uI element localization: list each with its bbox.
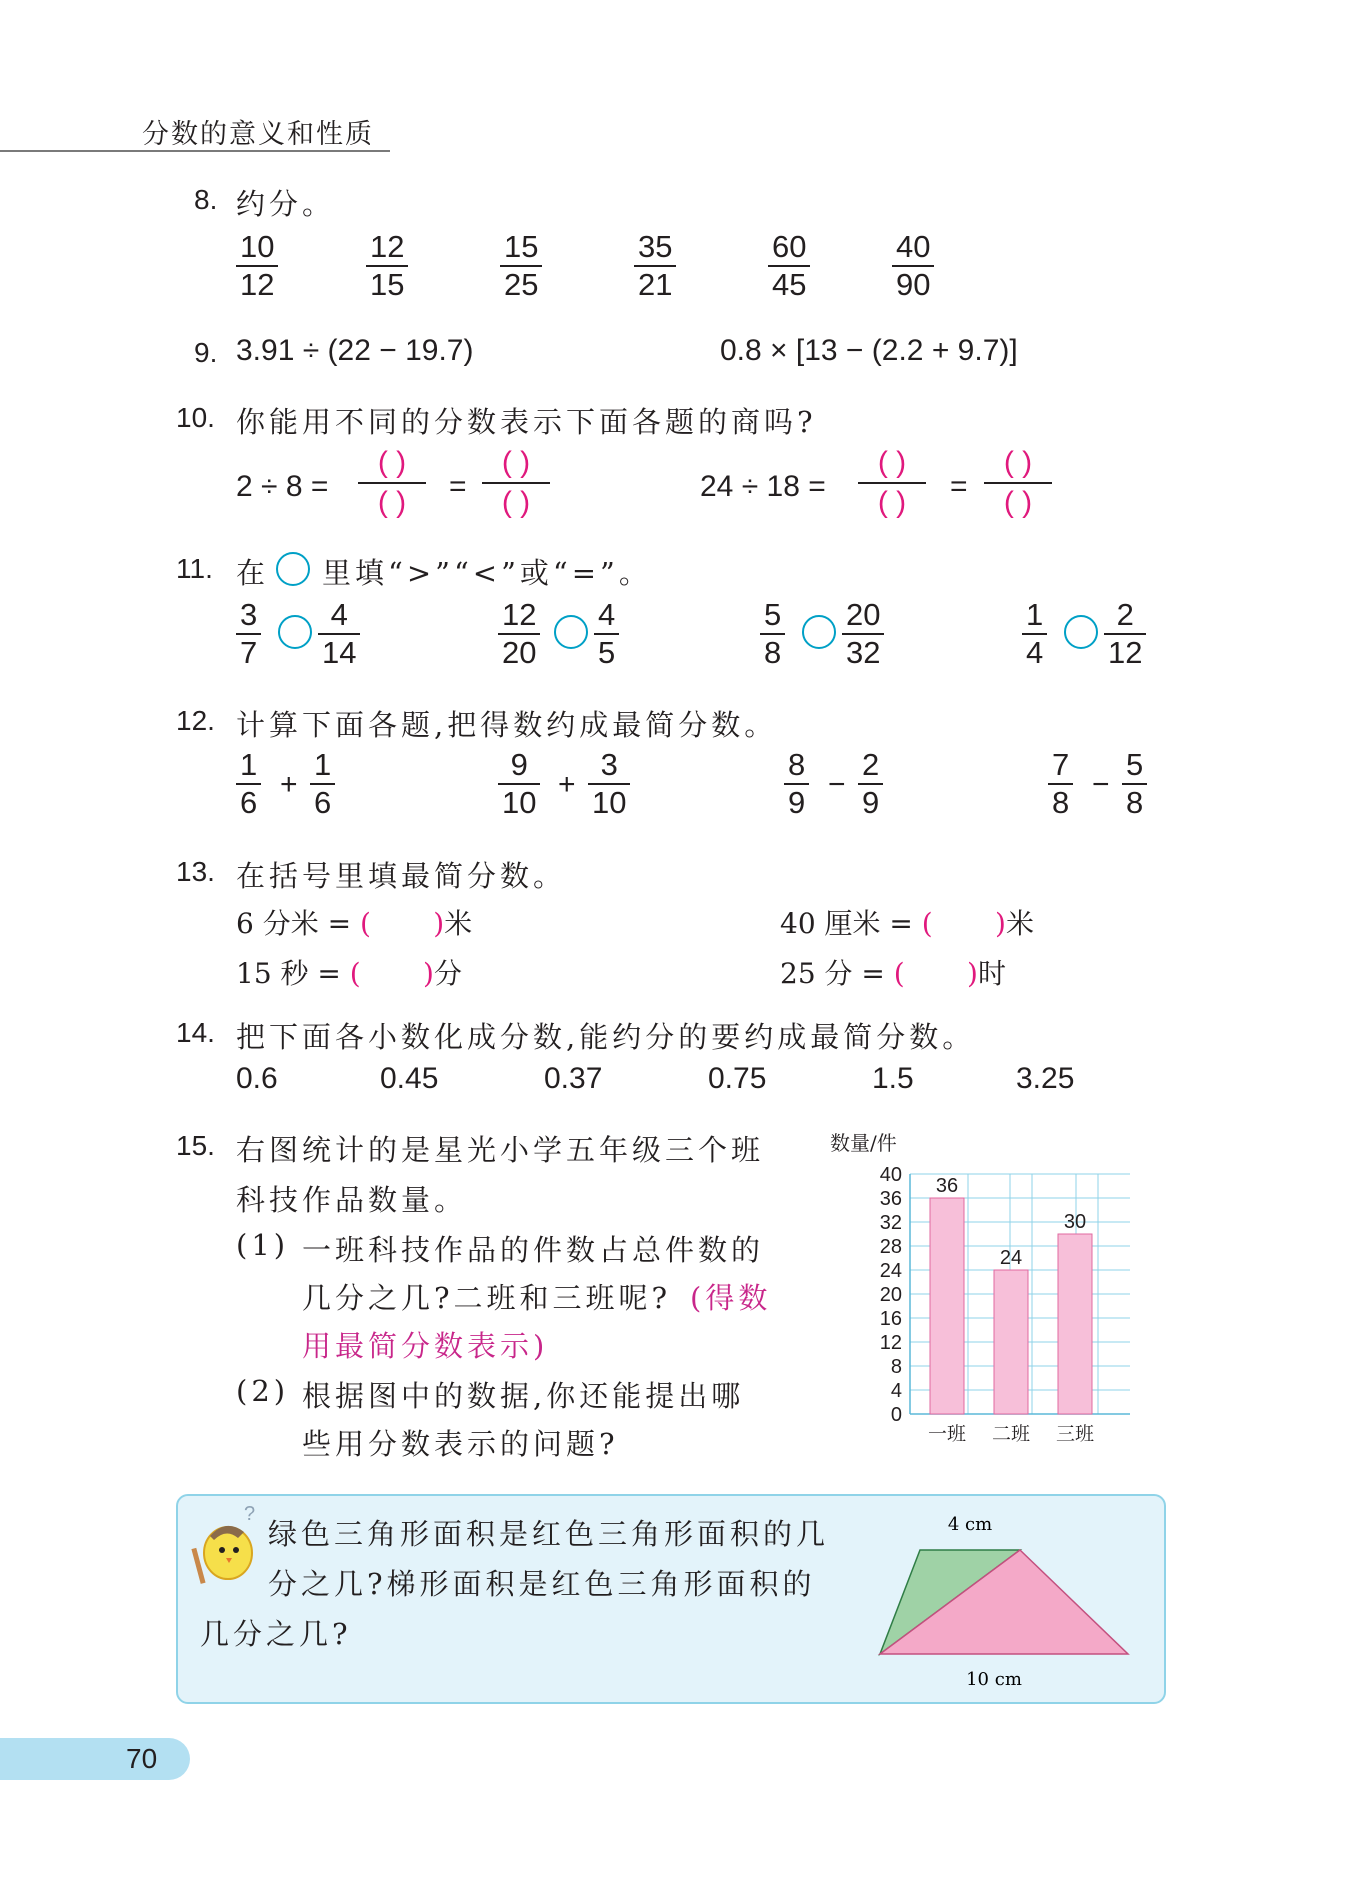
q15-sub1-label: (1) bbox=[236, 1228, 290, 1262]
q12-fraction-a-1 bbox=[236, 748, 261, 820]
q12-fraction-a-1-denominator: 6 bbox=[240, 785, 258, 820]
q12-fraction-b-4-numerator: 5 bbox=[1126, 747, 1144, 782]
q10-equals-2: = bbox=[950, 470, 968, 503]
q11-left-fraction-3-numerator: 5 bbox=[764, 597, 782, 632]
q11-left-fraction-2-numerator: 12 bbox=[502, 597, 537, 632]
q12-instruction: 计算下面各题,把得数约成最简分数。 bbox=[236, 708, 778, 742]
q14-decimal-1: 0.6 bbox=[236, 1062, 278, 1095]
y-tick-label: 0 bbox=[890, 1404, 902, 1426]
bar-二班 bbox=[994, 1270, 1028, 1414]
q11-right-fraction-2-denominator: 5 bbox=[598, 635, 616, 670]
note-line3: 几分之几? bbox=[200, 1617, 352, 1651]
q14-decimal-3: 0.37 bbox=[544, 1062, 603, 1095]
q14-decimal-6: 3.25 bbox=[1016, 1062, 1075, 1095]
q13-item-4 bbox=[780, 952, 1006, 992]
q12-fraction-a-4 bbox=[1048, 748, 1073, 820]
q13-item-unit: 时 bbox=[977, 957, 1006, 990]
q12-fraction-b-3-numerator: 2 bbox=[862, 747, 880, 782]
bottom-base-label: 10 cm bbox=[966, 1669, 1022, 1690]
q15-sub2-line2: 些用分数表示的问题? bbox=[302, 1427, 619, 1461]
q11-answer-circle-3[interactable] bbox=[802, 615, 836, 649]
q8-fraction-3 bbox=[500, 230, 542, 302]
q11-left-fraction-4-denominator: 4 bbox=[1026, 635, 1044, 670]
page-number-tab bbox=[0, 1738, 190, 1780]
svg-text:?: ? bbox=[244, 1503, 256, 1525]
q15-text-line2: 科技作品数量。 bbox=[236, 1183, 468, 1217]
q15-number: 15. bbox=[176, 1130, 215, 1161]
q8-fraction-3-numerator: 15 bbox=[504, 229, 539, 264]
q14-number: 14. bbox=[176, 1017, 215, 1048]
q15-sub2-label: (2) bbox=[236, 1374, 290, 1408]
q10-expression-2: 24 ÷ 18 = bbox=[700, 470, 826, 503]
q13-answer-blank[interactable]: ( ) bbox=[359, 907, 445, 940]
q10-blank-fraction-3[interactable]: ( ) ( ) bbox=[858, 446, 926, 520]
q12-number: 12. bbox=[176, 705, 215, 736]
q8-fraction-2-denominator: 15 bbox=[370, 267, 405, 302]
q12-operator-1: + bbox=[280, 768, 298, 801]
q13-answer-blank[interactable]: ( ) bbox=[349, 957, 434, 990]
y-tick-label: 24 bbox=[879, 1260, 902, 1282]
q11-circle-icon bbox=[276, 552, 310, 586]
bar-一班 bbox=[930, 1198, 964, 1414]
running-header: 分数的意义和性质 bbox=[142, 119, 374, 150]
bar-value-label: 30 bbox=[1063, 1211, 1087, 1233]
q13-answer-blank[interactable]: ( ) bbox=[921, 907, 1006, 940]
q12-fraction-b-2 bbox=[588, 748, 630, 820]
q13-instruction: 在括号里填最简分数。 bbox=[236, 859, 567, 893]
q14-decimal-2: 0.45 bbox=[380, 1062, 439, 1095]
q12-fraction-a-2 bbox=[498, 748, 540, 820]
q8-fraction-4 bbox=[634, 230, 676, 302]
q12-fraction-b-4 bbox=[1122, 748, 1147, 820]
q12-fraction-a-2-denominator: 10 bbox=[502, 785, 537, 820]
q13-item-quantity: 15 秒 = bbox=[236, 957, 350, 990]
q13-item-unit: 米 bbox=[444, 907, 473, 940]
q8-fraction-5-denominator: 45 bbox=[772, 267, 807, 302]
q11-right-fraction-4-numerator: 2 bbox=[1116, 597, 1134, 632]
q10-blank-fraction-2[interactable]: ( ) ( ) bbox=[482, 446, 550, 520]
q15-sub1-line1: 一班科技作品的件数占总件数的 bbox=[302, 1233, 765, 1267]
q11-left-fraction-3-denominator: 8 bbox=[764, 635, 782, 670]
chick-mascot-icon bbox=[186, 1498, 266, 1588]
q12-fraction-a-1-numerator: 1 bbox=[240, 747, 258, 782]
q11-left-fraction-1-numerator: 3 bbox=[240, 597, 258, 632]
q12-fraction-a-2-numerator: 9 bbox=[510, 747, 528, 782]
q12-fraction-a-3-denominator: 9 bbox=[788, 785, 806, 820]
q9-expression-1: 3.91 ÷ (22 − 19.7) bbox=[236, 334, 474, 367]
q11-right-fraction-1 bbox=[318, 598, 360, 670]
q12-operator-4: − bbox=[1092, 768, 1110, 801]
bar-三班 bbox=[1058, 1234, 1092, 1414]
q12-fraction-b-2-numerator: 3 bbox=[600, 747, 618, 782]
q9-number: 9. bbox=[194, 337, 218, 368]
q10-blank-fraction-4[interactable]: ( ) ( ) bbox=[984, 446, 1052, 520]
y-tick-label: 8 bbox=[890, 1356, 902, 1378]
q12-fraction-a-3 bbox=[784, 748, 809, 820]
top-base-label: 4 cm bbox=[947, 1514, 993, 1535]
q11-right-fraction-2-numerator: 4 bbox=[598, 597, 616, 632]
q12-fraction-b-3-denominator: 9 bbox=[862, 785, 880, 820]
q8-fraction-3-denominator: 25 bbox=[504, 267, 539, 302]
q13-item-quantity: 6 分米 = bbox=[236, 907, 360, 940]
q15-sub1-hint-1: (得数 bbox=[690, 1281, 772, 1315]
q8-fraction-4-denominator: 21 bbox=[638, 267, 673, 302]
q8-fraction-6 bbox=[892, 230, 934, 302]
q12-fraction-a-4-denominator: 8 bbox=[1052, 785, 1070, 820]
q11-left-fraction-1-denominator: 7 bbox=[240, 635, 258, 670]
q15-sub1-line2: 几分之几?二班和三班呢? bbox=[302, 1281, 672, 1315]
bar-value-label: 36 bbox=[935, 1175, 959, 1197]
q8-fraction-6-numerator: 40 bbox=[896, 229, 931, 264]
q13-item-unit: 分 bbox=[433, 957, 462, 990]
page-number: 70 bbox=[126, 1743, 158, 1774]
y-tick-label: 16 bbox=[879, 1308, 902, 1330]
q13-number: 13. bbox=[176, 856, 215, 887]
q8-fraction-1 bbox=[236, 230, 278, 302]
note-line2: 分之几?梯形面积是红色三角形面积的 bbox=[268, 1567, 816, 1601]
y-tick-label: 32 bbox=[879, 1212, 902, 1234]
x-tick-label: 一班 bbox=[927, 1423, 967, 1445]
q11-right-fraction-1-denominator: 14 bbox=[322, 635, 357, 670]
q11-instruction-a: 在 bbox=[236, 556, 270, 590]
q14-decimal-4: 0.75 bbox=[708, 1062, 767, 1095]
q11-right-fraction-3-denominator: 32 bbox=[846, 635, 881, 670]
q12-fraction-b-1-numerator: 1 bbox=[314, 747, 332, 782]
q12-operator-2: + bbox=[558, 768, 576, 801]
q11-answer-circle-4[interactable] bbox=[1064, 615, 1098, 649]
q11-left-fraction-1 bbox=[236, 598, 261, 670]
q13-answer-blank[interactable]: ( ) bbox=[893, 957, 978, 990]
q10-blank-fraction-1[interactable]: ( ) ( ) bbox=[358, 446, 426, 520]
q12-fraction-b-3 bbox=[858, 748, 883, 820]
y-tick-label: 40 bbox=[879, 1164, 902, 1186]
q13-item-1 bbox=[236, 902, 472, 942]
q13-item-2 bbox=[780, 902, 1034, 942]
q8-fraction-1-numerator: 10 bbox=[240, 229, 275, 264]
y-tick-label: 28 bbox=[879, 1236, 902, 1258]
class-works-bar-chart bbox=[830, 1130, 1160, 1460]
q8-instruction: 约分。 bbox=[236, 187, 336, 221]
header-rule bbox=[0, 150, 390, 152]
q8-fraction-5-numerator: 60 bbox=[772, 229, 807, 264]
q11-number: 11. bbox=[176, 553, 213, 584]
x-tick-label: 二班 bbox=[991, 1423, 1031, 1445]
q12-fraction-b-1-denominator: 6 bbox=[314, 785, 332, 820]
q12-fraction-a-3-numerator: 8 bbox=[788, 747, 806, 782]
q11-left-fraction-4-numerator: 1 bbox=[1026, 597, 1044, 632]
q12-fraction-b-1 bbox=[310, 748, 335, 820]
q11-left-fraction-4 bbox=[1022, 598, 1047, 670]
y-tick-label: 36 bbox=[879, 1188, 902, 1210]
q14-decimal-5: 1.5 bbox=[872, 1062, 914, 1095]
y-tick-label: 20 bbox=[879, 1284, 902, 1306]
q13-item-unit: 米 bbox=[1005, 907, 1034, 940]
q11-right-fraction-2 bbox=[594, 598, 619, 670]
q10-instruction: 你能用不同的分数表示下面各题的商吗? bbox=[236, 405, 817, 439]
q12-operator-3: − bbox=[828, 768, 846, 801]
note-line1: 绿色三角形面积是红色三角形面积的几 bbox=[268, 1517, 830, 1551]
q9-expression-2: 0.8 × [13 − (2.2 + 9.7)] bbox=[720, 334, 1018, 367]
q10-equals-1: = bbox=[449, 470, 467, 503]
q11-left-fraction-2-denominator: 20 bbox=[502, 635, 537, 670]
q15-sub1-hint-2: 用最简分数表示) bbox=[302, 1329, 549, 1363]
q8-fraction-6-denominator: 90 bbox=[896, 267, 931, 302]
q13-item-quantity: 25 分 = bbox=[780, 957, 894, 990]
y-tick-label: 4 bbox=[890, 1380, 902, 1402]
q11-answer-circle-1[interactable] bbox=[278, 615, 312, 649]
q11-right-fraction-3-numerator: 20 bbox=[846, 597, 881, 632]
x-tick-label: 三班 bbox=[1055, 1423, 1095, 1445]
q11-right-fraction-4-denominator: 12 bbox=[1108, 635, 1143, 670]
q11-right-fraction-3 bbox=[842, 598, 884, 670]
q11-answer-circle-2[interactable] bbox=[554, 615, 588, 649]
q15-sub2-line1: 根据图中的数据,你还能提出哪 bbox=[302, 1379, 745, 1413]
q15-text-line1: 右图统计的是星光小学五年级三个班 bbox=[236, 1133, 765, 1167]
q8-fraction-4-numerator: 35 bbox=[638, 229, 673, 264]
q11-instruction-b: 里填“>”“<”或“=”。 bbox=[322, 556, 652, 590]
q10-expression-1: 2 ÷ 8 = bbox=[236, 470, 329, 503]
q8-fraction-1-denominator: 12 bbox=[240, 267, 275, 302]
q12-fraction-b-4-denominator: 8 bbox=[1126, 785, 1144, 820]
q10-number: 10. bbox=[176, 402, 215, 433]
q11-left-fraction-3 bbox=[760, 598, 785, 670]
q12-fraction-a-4-numerator: 7 bbox=[1052, 747, 1070, 782]
q8-number: 8. bbox=[194, 184, 218, 215]
q11-right-fraction-1-numerator: 4 bbox=[330, 597, 348, 632]
q11-right-fraction-4 bbox=[1104, 598, 1146, 670]
trapezoid-diagram bbox=[860, 1500, 1150, 1700]
q8-fraction-2-numerator: 12 bbox=[370, 229, 405, 264]
q8-fraction-2 bbox=[366, 230, 408, 302]
q13-item-3 bbox=[236, 952, 462, 992]
q11-left-fraction-2 bbox=[498, 598, 540, 670]
q13-item-quantity: 40 厘米 = bbox=[780, 907, 922, 940]
y-axis-label: 数量/件 bbox=[830, 1131, 897, 1155]
q14-instruction: 把下面各小数化成分数,能约分的要约成最简分数。 bbox=[236, 1020, 976, 1054]
bar-value-label: 24 bbox=[999, 1247, 1023, 1269]
q8-fraction-5 bbox=[768, 230, 810, 302]
y-tick-label: 12 bbox=[879, 1332, 902, 1354]
q12-fraction-b-2-denominator: 10 bbox=[592, 785, 627, 820]
